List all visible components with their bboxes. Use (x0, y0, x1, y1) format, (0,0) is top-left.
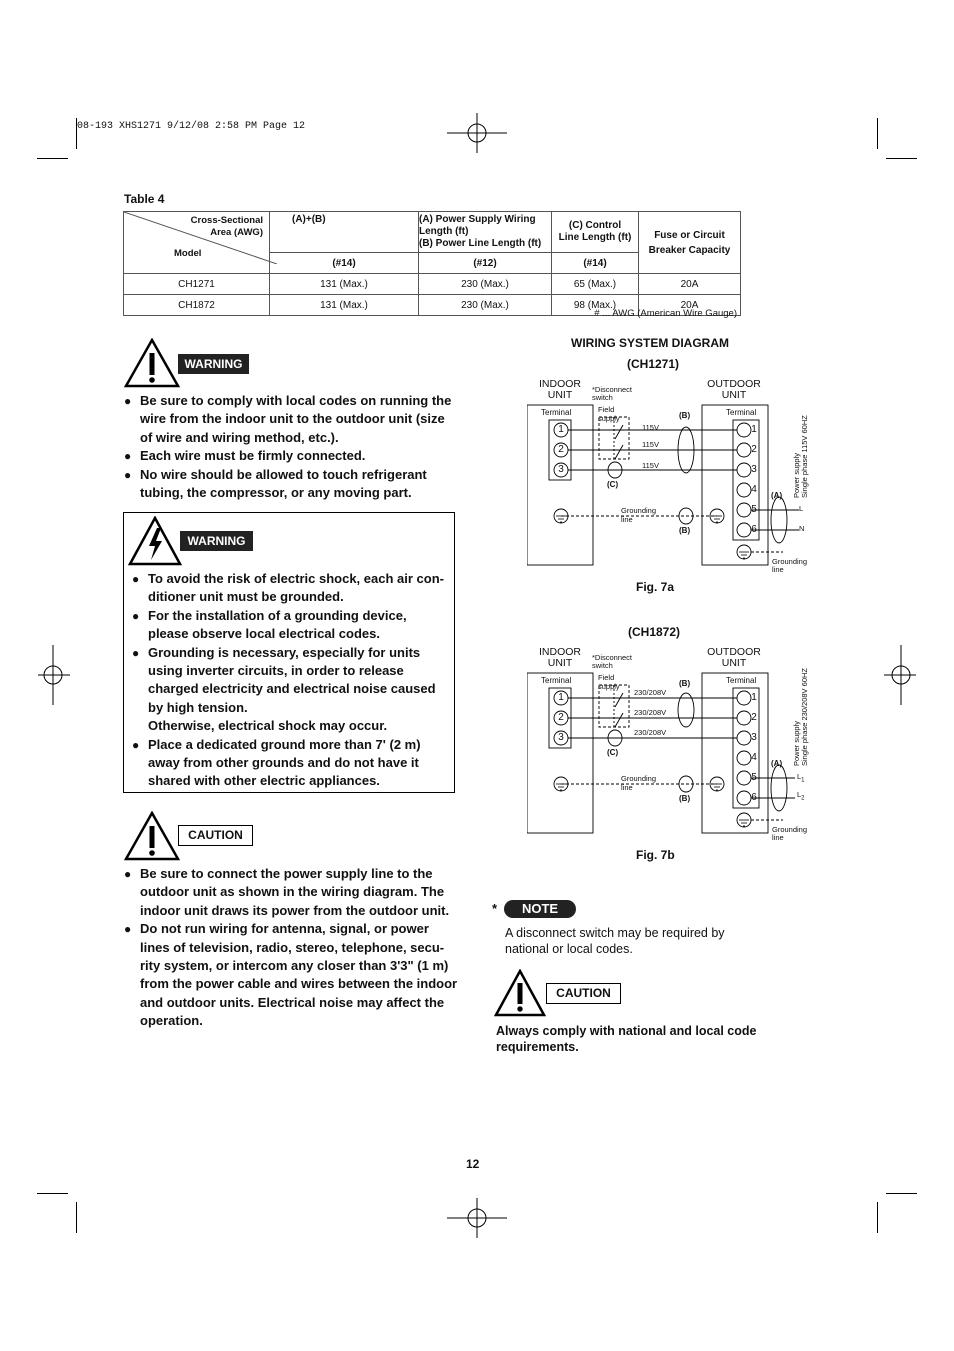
value-cell: 230 (Max.) (419, 274, 552, 295)
list-item: ● Place a dedicated ground more than 7' (2 m) away from other grounds and do not have it shared with other electric appliances. (132, 736, 450, 791)
warning-triangle-icon (124, 338, 180, 388)
voltage-label: 115V (642, 440, 659, 449)
caution-label: CAUTION (546, 983, 621, 1004)
indoor-unit-label: INDOOR UNIT (539, 378, 581, 401)
indoor-terminal-number: 1 (558, 424, 564, 435)
voltage-label: 230/208V (634, 708, 667, 717)
list-item: ● For the installation of a grounding device, please observe local electrical codes. (132, 607, 450, 644)
list-item-text: Grounding is necessary, especially for units using inverter circuits, in order to release charged electricity and electrical noise caused by high tension. (148, 644, 436, 715)
outdoor-terminal-number: 6 (751, 792, 757, 803)
line-subscript: 1 (801, 777, 805, 784)
outdoor-terminal-label: Terminal (726, 676, 757, 685)
list-item: ● Each wire must be firmly connected. (124, 447, 460, 465)
outdoor-terminal-number: 6 (751, 524, 757, 535)
line-letter: L (797, 772, 802, 781)
sub-header: (#12) (419, 253, 552, 274)
table-title: Table 4 (124, 192, 165, 206)
warning1-list (124, 392, 460, 502)
electric-shock-icon (128, 516, 182, 566)
outdoor-terminal-number: 4 (751, 484, 757, 495)
indoor-terminal-label: Terminal (541, 408, 572, 417)
indoor-terminal-number: 2 (558, 712, 564, 723)
table-corner-cell (124, 212, 270, 274)
col-c-header: (C) Control Line Length (ft) (552, 212, 639, 253)
fuse-cell: 20A (639, 274, 741, 295)
indoor-unit-label: INDOOR UNIT (539, 646, 581, 669)
list-item-extra: Otherwise, electrical shock may occur. (148, 718, 388, 734)
col-a-b-header: (A)+(B) (270, 212, 419, 253)
caution-triangle-icon (124, 811, 180, 861)
outdoor-grounding-label: Grounding line (772, 557, 808, 574)
page-number: 12 (466, 1157, 480, 1171)
label-c: (C) (607, 480, 619, 489)
figure-caption-7b: Fig. 7b (636, 848, 675, 862)
voltage-label: 230/208V (634, 688, 667, 697)
list-item: ● To avoid the risk of electric shock, each air con-ditioner unit must be grounded. (132, 570, 450, 607)
field-supply-label: Field supply (598, 405, 620, 423)
col-lengths-header: (A) Power Supply Wiring Length (ft) (B) Power Line Length (ft) (419, 212, 552, 253)
grounding-line-label: Grounding line (621, 774, 657, 792)
list-item: ● Do not run wiring for antenna, signal, or power lines of television, radio, stereo, telephone, secu-rity system, or intercom any closer than 3'3" (1 m) from the power cable and wires between the indoor and outdoor units. Electrical noise may affect the operation. (124, 920, 460, 1030)
wiring-spec-table (123, 211, 741, 316)
label-a: (A) (771, 759, 783, 768)
outdoor-unit-label: OUTDOOR UNIT (707, 646, 761, 669)
value-cell: 98 (Max.) (552, 295, 639, 316)
outdoor-terminal-label: Terminal (726, 408, 757, 417)
model-cell: CH1872 (124, 295, 270, 316)
label-c: (C) (607, 748, 619, 757)
figure-caption-7a: Fig. 7a (636, 580, 675, 594)
wiring-lines-7b (527, 647, 817, 842)
sub-header: (#14) (552, 253, 639, 274)
value-cell: 131 (Max.) (270, 295, 419, 316)
table-footnote: # ... AWG (American Wire Gauge) (594, 308, 737, 319)
label-a: (A) (771, 491, 783, 500)
corner-top-label: Cross-Sectional Area (AWG) (190, 215, 263, 238)
line-letter: L (797, 790, 802, 799)
outdoor-terminal-number: 2 (751, 712, 757, 723)
outdoor-terminal-number: 2 (751, 444, 757, 455)
indoor-terminal-number: 2 (558, 444, 564, 455)
value-cell: 131 (Max.) (270, 274, 419, 295)
label-b-ground: (B) (679, 794, 691, 803)
outdoor-terminal-number: 4 (751, 752, 757, 763)
sub-header: (#14) (270, 253, 419, 274)
line-l-label: L (799, 504, 804, 513)
grounding-line-label: Grounding line (621, 506, 657, 524)
note-asterisk: * (492, 901, 498, 916)
caution2-text: Always comply with national and local code requirements. (496, 1024, 757, 1054)
field-supply-label: Field supply (598, 673, 620, 691)
outdoor-terminal-number: 5 (751, 504, 757, 515)
disconnect-label: *Disconnect switch (592, 653, 633, 670)
model-cell: CH1271 (124, 274, 270, 295)
outdoor-terminal-number: 1 (751, 692, 757, 703)
list-item: ● Be sure to comply with local codes on running the wire from the indoor unit to the outdoor unit (size of wire and wiring method, etc.). (124, 392, 460, 447)
note-text: A disconnect switch may be required by national or local codes. (505, 926, 725, 956)
outdoor-grounding-label: Grounding line (772, 825, 808, 842)
diagram-title: WIRING SYSTEM DIAGRAM (571, 336, 729, 350)
disconnect-label: *Disconnect switch (592, 385, 633, 402)
line-subscript: 2 (801, 795, 805, 802)
power-supply-label: Power supply Single phase 115V 60HZ (792, 415, 809, 498)
outdoor-terminal-number: 5 (751, 772, 757, 783)
warning2-list (132, 570, 450, 791)
indoor-terminal-label: Terminal (541, 676, 572, 685)
corner-bottom-label: Model (174, 248, 202, 259)
indoor-terminal-number: 1 (558, 692, 564, 703)
power-supply-label: Power supply Single phase 230/208V 60HZ (792, 668, 809, 766)
list-item (132, 644, 450, 736)
voltage-label: 115V (642, 461, 659, 470)
col-fuse-header: Fuse or Circuit Breaker Capacity (639, 212, 741, 274)
fuse-cell: 20A (639, 295, 741, 316)
warning-label: WARNING (180, 531, 253, 551)
outdoor-unit-label: OUTDOOR UNIT (707, 378, 761, 401)
caution-label: CAUTION (178, 825, 253, 846)
label-b: (B) (679, 679, 691, 688)
table-row (124, 274, 741, 295)
indoor-terminal-number: 3 (558, 464, 564, 475)
outdoor-terminal-number: 3 (751, 464, 757, 475)
list-item: ● Be sure to connect the power supply line to the outdoor unit as shown in the wiring diagram. The indoor unit draws its power from the outdoor unit. (124, 865, 460, 920)
outdoor-terminal-number: 3 (751, 732, 757, 743)
value-cell: 65 (Max.) (552, 274, 639, 295)
label-b: (B) (679, 411, 691, 420)
list-item: ● No wire should be allowed to touch refrigerant tubing, the compressor, or any moving part. (124, 466, 460, 503)
warning-label: WARNING (178, 354, 249, 374)
caution1-list (124, 865, 460, 1031)
indoor-terminal-number: 3 (558, 732, 564, 743)
label-b-ground: (B) (679, 526, 691, 535)
value-cell: 230 (Max.) (419, 295, 552, 316)
diagram-model-a: (CH1271) (627, 357, 680, 371)
voltage-label: 115V (642, 423, 659, 432)
outdoor-terminal-number: 1 (751, 424, 757, 435)
note-label: NOTE (504, 900, 576, 918)
line-n-label: N (799, 524, 805, 533)
print-slug: 08-193 XHS1271 9/12/08 2:58 PM Page 12 (77, 121, 306, 132)
caution-triangle-icon (494, 969, 546, 1017)
diagram-model-b: (CH1872) (628, 625, 681, 639)
wiring-lines-7a (527, 379, 817, 574)
voltage-label: 230/208V (634, 728, 667, 737)
